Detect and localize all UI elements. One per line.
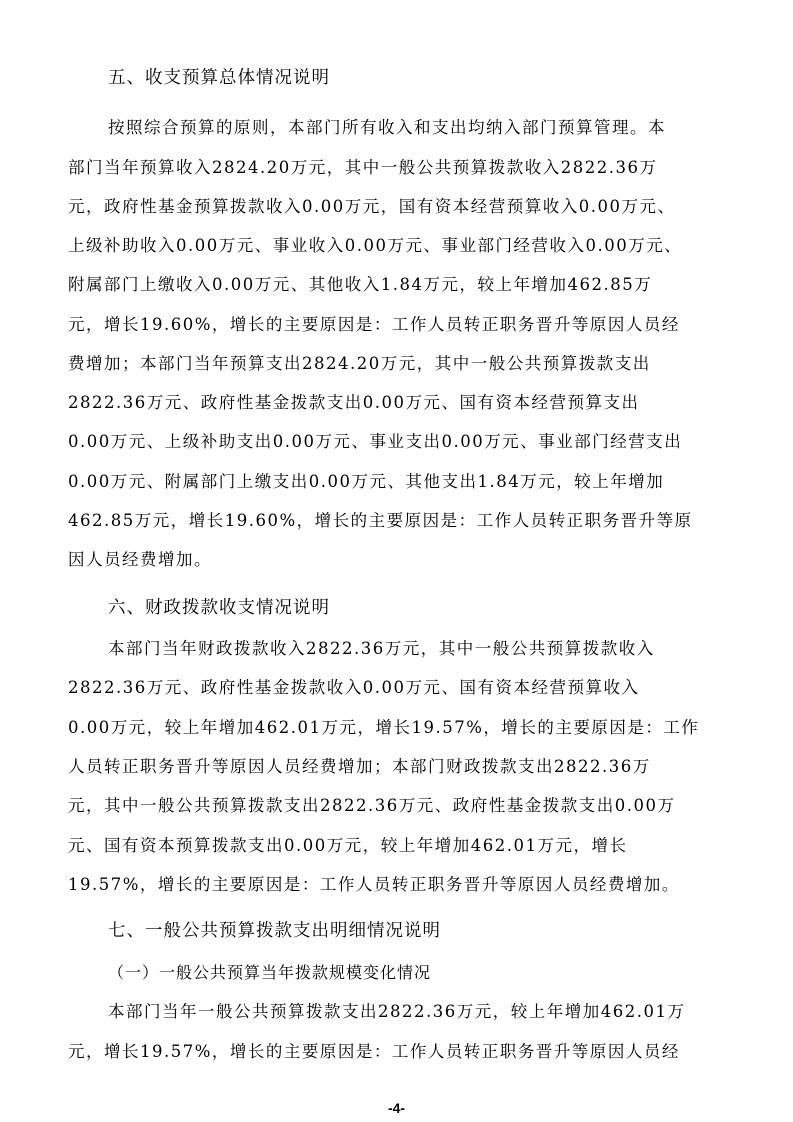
section-6-line-7: 19.57%，增长的主要原因是：工作人员转正职务晋升等原因人员经费增加。	[68, 875, 680, 894]
section-5-line-1: 按照综合预算的原则，本部门所有收入和支出均纳入部门预算管理。本	[108, 118, 666, 137]
section-7-line-2: 元，增长19.57%，增长的主要原因是：工作人员转正职务晋升等原因人员经	[68, 1042, 680, 1061]
section-5-line-11: 462.85万元，增长19.60%，增长的主要原因是：工作人员转正职务晋升等原	[68, 511, 693, 530]
section-6-line-1: 本部门当年财政拨款收入2822.36万元，其中一般公共预算拨款收入	[108, 639, 655, 658]
section-7-line-1: 本部门当年一般公共预算拨款支出2822.36万元，较上年增加462.01万	[108, 1002, 686, 1021]
section-5-line-2: 部门当年预算收入2824.20万元，其中一般公共预算拨款收入2822.36万	[68, 158, 658, 177]
page-number: -4-	[387, 1100, 406, 1116]
section-5-line-10: 0.00万元、附属部门上缴支出0.00万元、其他支出1.84万元，较上年增加	[68, 472, 665, 491]
section-5-line-7: 费增加；本部门当年预算支出2824.20万元，其中一般公共预算拨款支出	[68, 354, 651, 373]
section-7-subheading: （一）一般公共预算当年拨款规模变化情况	[108, 963, 432, 982]
section-5-line-9: 0.00万元、上级补助支出0.00万元、事业支出0.00万元、事业部门经营支出	[68, 432, 683, 451]
section-5-line-3: 元，政府性基金预算拨款收入0.00万元，国有资本经营预算收入0.00万元、	[68, 197, 676, 216]
section-6-line-3: 0.00万元，较上年增加462.01万元，增长19.57%，增长的主要原因是：工作	[68, 718, 700, 737]
section-5-line-12: 因人员经费增加。	[68, 550, 212, 569]
section-6-line-5: 元，其中一般公共预算拨款支出2822.36万元、政府性基金拨款支出0.00万	[68, 796, 676, 815]
section-5-heading: 五、收支预算总体情况说明	[108, 68, 330, 88]
section-6-line-2: 2822.36万元、政府性基金拨款收入0.00万元、国有资本经营预算收入	[68, 678, 640, 697]
section-5-line-6: 元，增长19.60%，增长的主要原因是：工作人员转正职务晋升等原因人员经	[68, 315, 680, 334]
section-7-heading: 七、一般公共预算拨款支出明细情况说明	[108, 921, 441, 941]
section-6-heading: 六、财政拨款收支情况说明	[108, 598, 330, 618]
section-6-line-6: 元、国有资本预算拨款支出0.00万元，较上年增加462.01万元，增长	[68, 836, 628, 855]
section-6-line-4: 人员转正职务晋升等原因人员经费增加；本部门财政拨款支出2822.36万	[68, 757, 651, 776]
section-5-line-4: 上级补助收入0.00万元、事业收入0.00万元、事业部门经营收入0.00万元、	[68, 236, 683, 255]
section-5-line-8: 2822.36万元、政府性基金拨款支出0.00万元、国有资本经营预算支出	[68, 393, 640, 412]
section-5-line-5: 附属部门上缴收入0.00万元、其他收入1.84万元，较上年增加462.85万	[68, 275, 653, 294]
